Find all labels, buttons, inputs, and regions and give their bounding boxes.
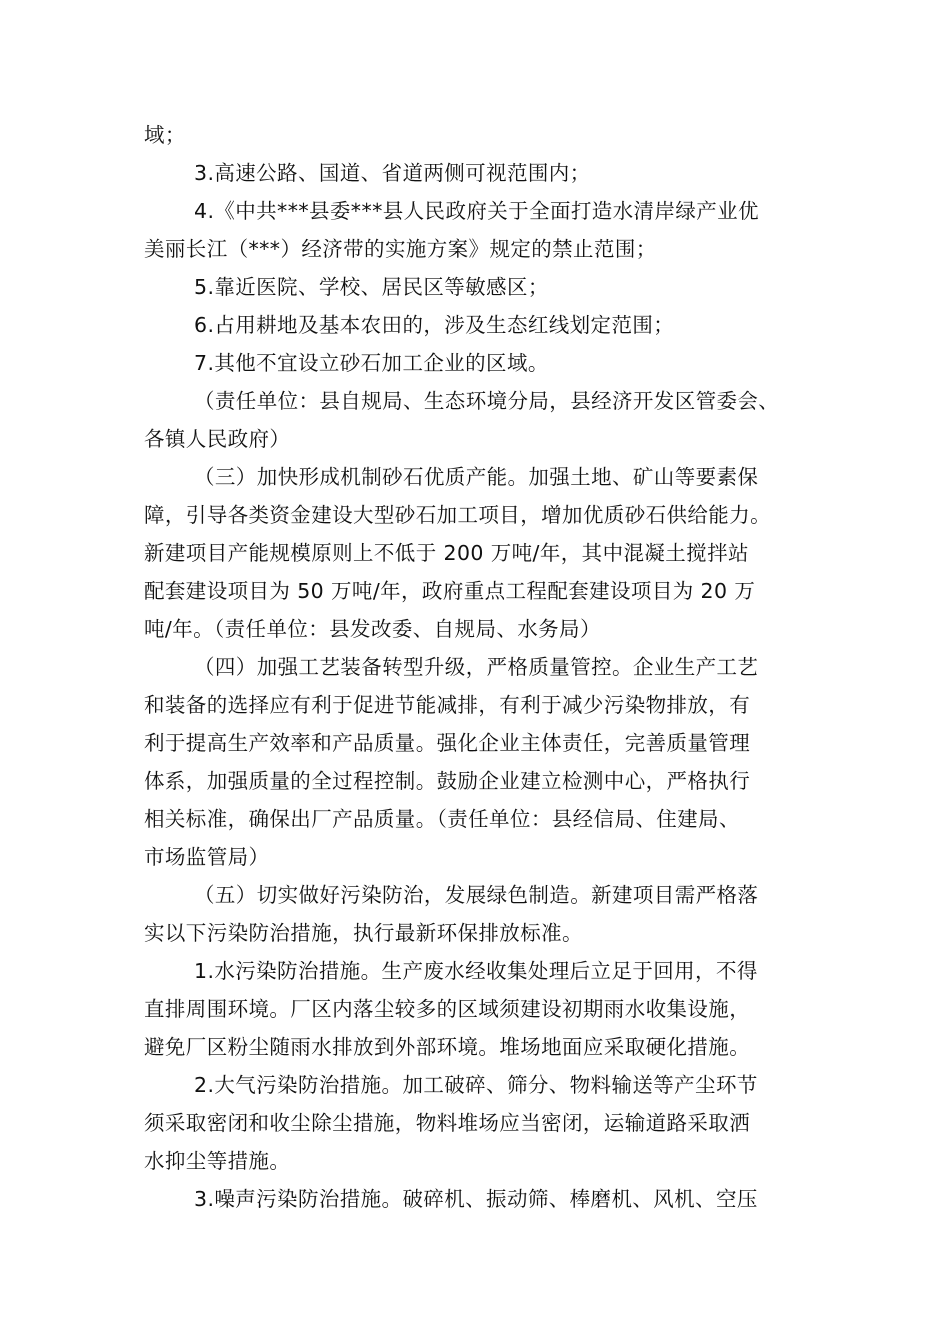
- text-line: 水抑尘等措施。: [144, 1149, 291, 1173]
- text-line: 域；: [144, 123, 186, 147]
- text-line: （责任单位：县自规局、生态环境分局，县经济开发区管委会、: [194, 389, 780, 413]
- text-line: 避免厂区粉尘随雨水排放到外部环境。堆场地面应采取硬化措施。: [144, 1035, 751, 1059]
- text-line: 和装备的选择应有利于促进节能减排，有利于减少污染物排放，有: [144, 693, 751, 717]
- text-line: 配套建设项目为 50 万吨/年，政府重点工程配套建设项目为 20 万: [144, 579, 756, 603]
- text-line: 2.大气污染防治措施。加工破碎、筛分、物料输送等产尘环节: [194, 1073, 758, 1097]
- text-line: 须采取密闭和收尘除尘措施，物料堆场应当密闭，运输道路采取洒: [144, 1111, 751, 1135]
- text-line: （三）加快形成机制砂石优质产能。加强土地、矿山等要素保: [194, 465, 759, 489]
- text-line: 实以下污染防治措施，执行最新环保排放标准。: [144, 921, 583, 945]
- text-line: 吨/年。（责任单位：县发改委、自规局、水务局）: [144, 617, 601, 641]
- text-line: 直排周围环境。厂区内落尘较多的区域须建设初期雨水收集设施，: [144, 997, 751, 1021]
- text-line: （五）切实做好污染防治，发展绿色制造。新建项目需严格落: [194, 883, 759, 907]
- text-line: 新建项目产能规模原则上不低于 200 万吨/年，其中混凝土搅拌站: [144, 541, 749, 565]
- text-line: 4.《中共***县委***县人民政府关于全面打造水清岸绿产业优: [194, 199, 759, 223]
- text-line: 美丽长江（***）经济带的实施方案》规定的禁止范围；: [144, 237, 657, 261]
- text-line: 3.高速公路、国道、省道两侧可视范围内；: [194, 161, 591, 185]
- text-line: 各镇人民政府）: [144, 427, 291, 451]
- text-line: 1.水污染防治措施。生产废水经收集处理后立足于回用，不得: [194, 959, 758, 983]
- text-line: 7.其他不宜设立砂石加工企业的区域。: [194, 351, 549, 375]
- text-line: 相关标准，确保出厂产品质量。（责任单位：县经信局、住建局、: [144, 807, 740, 831]
- text-line: 体系，加强质量的全过程控制。鼓励企业建立检测中心，严格执行: [144, 769, 751, 793]
- text-line: 障，引导各类资金建设大型砂石加工项目，增加优质砂石供给能力。: [144, 503, 771, 527]
- text-line: 6.占用耕地及基本农田的，涉及生态红线划定范围；: [194, 313, 675, 337]
- text-line: 3.噪声污染防治措施。破碎机、振动筛、棒磨机、风机、空压: [194, 1187, 758, 1211]
- text-line: 市场监管局）: [144, 845, 270, 869]
- text-line: 利于提高生产效率和产品质量。强化企业主体责任，完善质量管理: [144, 731, 751, 755]
- text-line: （四）加强工艺装备转型升级，严格质量管控。企业生产工艺: [194, 655, 759, 679]
- text-line: 5.靠近医院、学校、居民区等敏感区；: [194, 275, 549, 299]
